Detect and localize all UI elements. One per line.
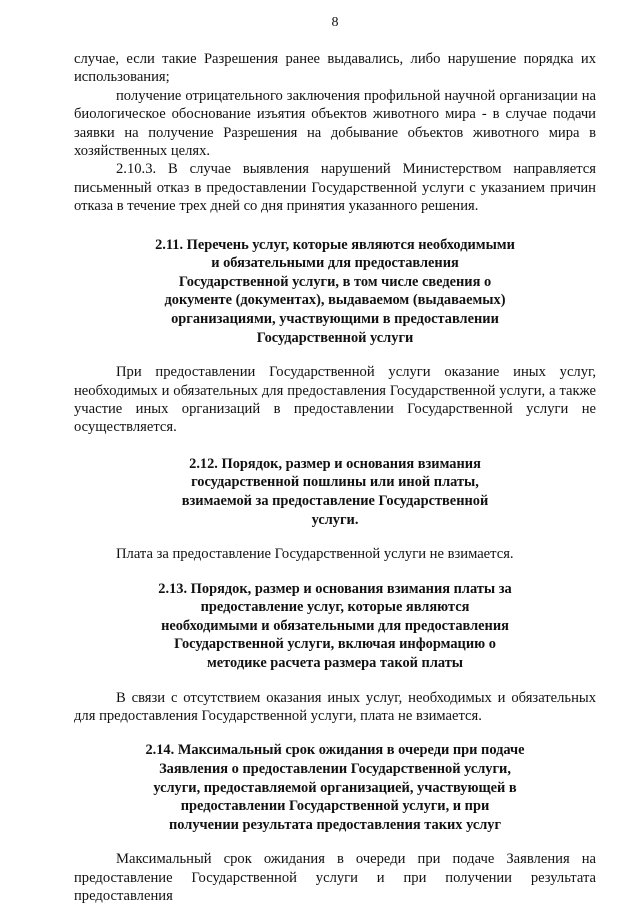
paragraph-2-14-body: Максимальный срок ожидания в очереди при подаче Заявления на предоставление Государственной услуги и при получении результата предоставления [74,851,596,905]
paragraph-2-10-3: 2.10.3. В случае выявления нарушений Министерством направляется письменный отказ в предоставлении Государственной услуги с указанием причин отказа в течение трех дней со дня принятия указанного решения. [74,161,596,215]
paragraph-2-12-body: Плата за предоставление Государственной услуги не взимается. [116,546,514,563]
paragraph-refusal-grounds-continued: случае, если такие Разрешения ранее выдавались, либо нарушение порядка их использования; [74,51,596,86]
paragraph-2-11-body: При предоставлении Государственной услуги оказание иных услуг, необходимых и обязательных для предоставления Государственной услуги, а также участие иных организаций в предоставлении Государственной услуги не осуществляется. [74,364,596,436]
paragraph-negative-conclusion: получение отрицательного заключения профильной научной организации на биологическое обоснование изъятия объектов животного мира - в случае подачи заявки на получение Разрешения на добывание объектов животного мира в хозяйственных целях. [74,87,596,160]
heading-2-12: 2.12. Порядок, размер и основания взимания государственной пошлины или иной платы, взимаемой за предоставление Государственной услуги. [181,455,489,528]
heading-2-13: 2.13. Порядок, размер и основания взимания платы за предоставление услуг, которые являются необходимыми и обязательными для предоставления Государственной услуги, включая информацию о методике расчета размера такой платы [158,580,512,671]
document-page [74,14,596,906]
paragraph-2-13-body: В связи с отсутствием оказания иных услуг, необходимых и обязательных для предоставления Государственной услуги, плата не взимается. [74,689,596,724]
heading-2-11: 2.11. Перечень услуг, которые являются необходимыми и обязательными для предоставления Государственной услуги, в том числе сведения о документе (документах), выдаваемом (выдаваемых) организациями, участвующими в предоставлении Государственной услуги [155,236,515,346]
page-number: 8 [331,15,339,30]
heading-2-14: 2.14. Максимальный срок ожидания в очереди при подаче Заявления о предоставлении Государственной услуги, услуги, предоставляемой организацией, участвующей в предоставлении Государственной услуги, и при получении результата предоставления таких услуг [145,742,525,833]
